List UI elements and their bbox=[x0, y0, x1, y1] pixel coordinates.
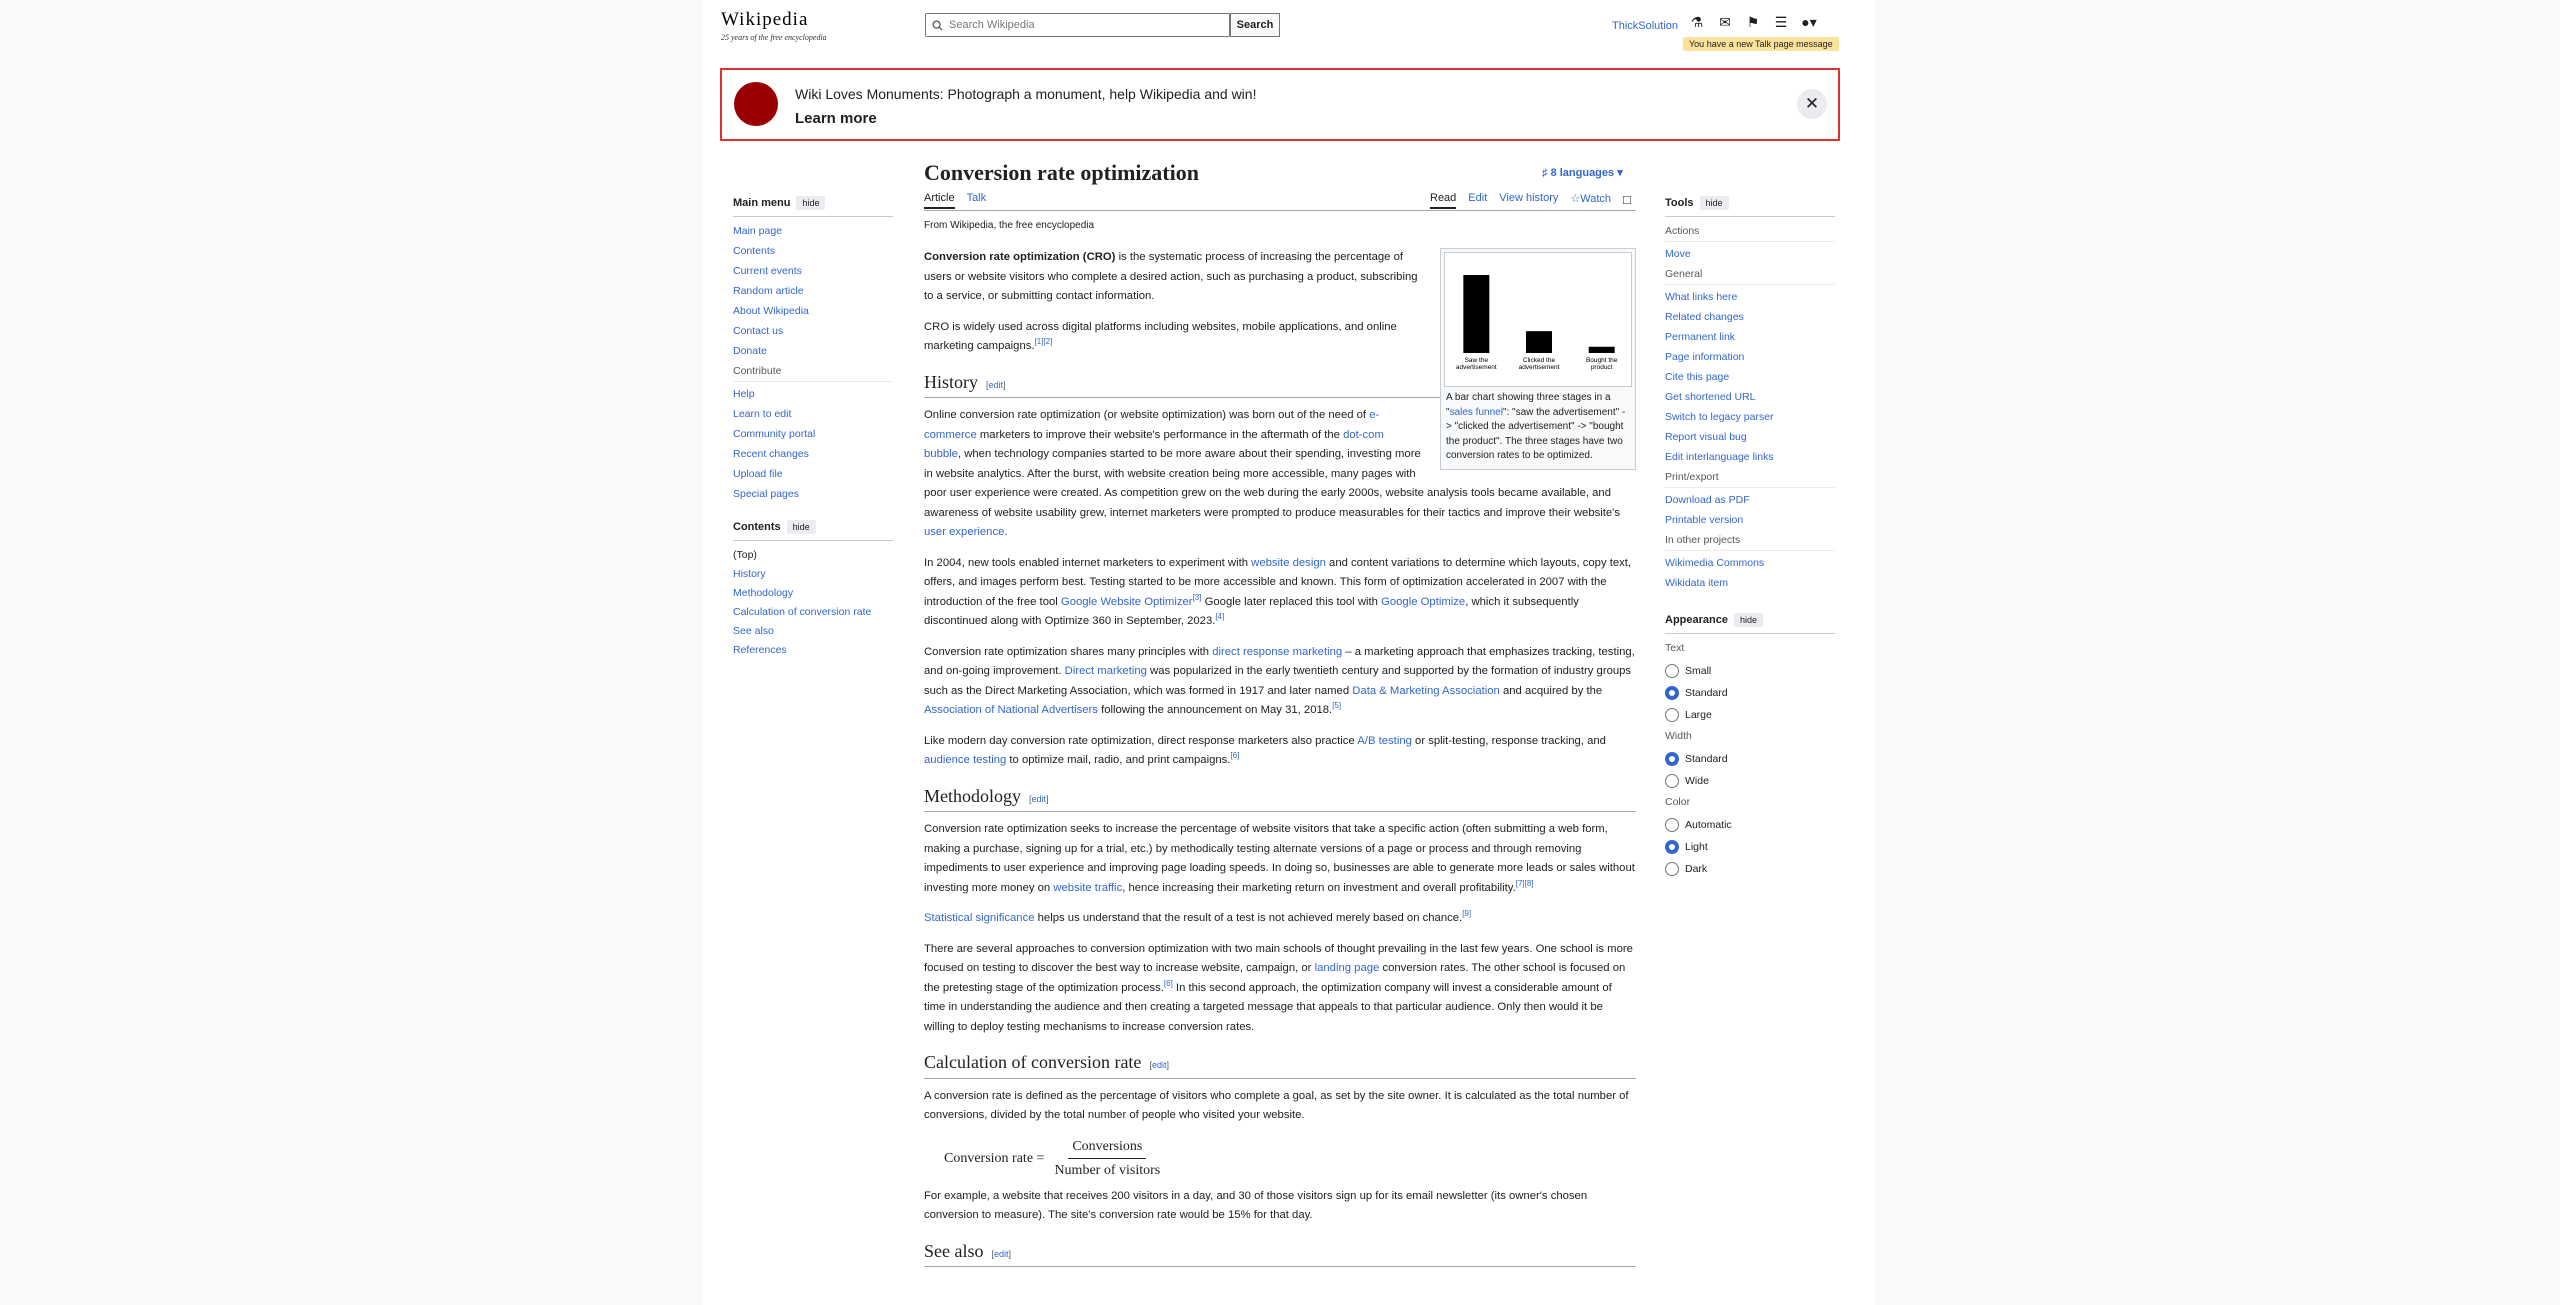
toc-item-calculation-of-conversion-rate[interactable]: Calculation of conversion rate bbox=[733, 606, 872, 618]
figure-thumbnail bbox=[1440, 248, 1636, 470]
paragraph: Online conversion rate optimization (or website optimization) was born out of the need of e-commerce marketers to improve their website's performance in the aftermath of the dot-com bubble, when technology companies started to be more aware about their spending, investing more in website analytics. After the burst, with website creation being more accessible, many pages with poor user experience were created. As competition grew on the web during the early 2000s, website analysis tools became available, and awareness of website usability grew, internet marketers were prompted to produce measurables for their tactics and improve their website's user experience. bbox=[924, 409, 1620, 538]
chart-tick-label: advertisement bbox=[1518, 364, 1560, 371]
star-icon: ☆ bbox=[1570, 193, 1581, 205]
user-link[interactable]: ThickSolution bbox=[1612, 20, 1679, 32]
sidebar-item-help[interactable]: Help bbox=[733, 388, 755, 400]
search-input[interactable] bbox=[949, 19, 1209, 31]
link-direct-marketing[interactable]: Direct marketing bbox=[1064, 665, 1147, 677]
radio-button[interactable] bbox=[1665, 664, 1679, 678]
radio-label: Small bbox=[1685, 665, 1712, 677]
link-statistical-significance[interactable]: Statistical significance bbox=[924, 912, 1035, 924]
text-size-option-small[interactable] bbox=[1665, 664, 1835, 678]
right-sidebar bbox=[1665, 196, 1835, 884]
logo-tagline: 25 years of the free encyclopedia bbox=[721, 33, 827, 42]
translate-icon: ♯ bbox=[1542, 167, 1551, 179]
tool-link-page-information[interactable]: Page information bbox=[1665, 351, 1745, 363]
hide-tools-button[interactable]: hide bbox=[1700, 196, 1729, 210]
tab-edit[interactable]: Edit bbox=[1468, 192, 1488, 204]
figure-caption: A bar chart showing three stages in a "sales funnel": "saw the advertisement" -> "clicked the advertisement" -> "bought the product". The three stages have two conversion rates to be optimized. bbox=[1446, 392, 1626, 461]
user-menu-icon[interactable]: ●▾ bbox=[1801, 14, 1817, 30]
paragraph: In 2004, new tools enabled internet marketers to experiment with website design and content variations to determine which layouts, copy text, offers, and images perform best. Testing started to be more accessible and known. This form of optimization accelerated in 2007 with the introduction of the free tool Google Website Optimizer[3] Google later replaced this tool with Google Optimize, which it subsequently discontinued along with Optimize 360 in September, 2023.[4] bbox=[924, 556, 1632, 627]
tab-read[interactable]: Read bbox=[1430, 192, 1456, 209]
color-option-dark[interactable] bbox=[1665, 862, 1835, 876]
paragraph: Statistical significance helps us understand that the result of a test is not achieved merely based on chance.[9] bbox=[924, 909, 1472, 924]
radio-button[interactable] bbox=[1665, 686, 1679, 700]
radio-button[interactable] bbox=[1665, 774, 1679, 788]
width-label: Width bbox=[1665, 730, 1692, 742]
reference-link[interactable]: [7][8] bbox=[1515, 878, 1534, 888]
link-data-marketing-association[interactable]: Data & Marketing Association bbox=[1352, 684, 1500, 697]
toc-header: Contents hide bbox=[733, 520, 893, 541]
appearance-header: Appearance hide bbox=[1665, 613, 1835, 634]
left-sidebar bbox=[733, 196, 893, 663]
page-title: Conversion rate optimization bbox=[924, 160, 1199, 185]
languages-label: 8 languages bbox=[1550, 167, 1615, 179]
edit-section-link[interactable]: edit bbox=[1151, 1060, 1167, 1070]
section-heading-history: History [edit] bbox=[924, 373, 1636, 399]
search-icon bbox=[932, 20, 943, 31]
tool-link-edit-interlanguage-links[interactable]: Edit interlanguage links bbox=[1665, 451, 1774, 463]
main-menu-header: Main menu hide bbox=[733, 196, 893, 217]
banner-text: Wiki Loves Monuments: Photograph a monument, help Wikipedia and win! bbox=[795, 86, 1257, 102]
radio-button[interactable] bbox=[1665, 818, 1679, 832]
campaign-banner bbox=[720, 68, 1840, 141]
section-heading-calculation: Calculation of conversion rate [edit] bbox=[924, 1053, 1636, 1079]
tab-watch[interactable]: ☆Watch bbox=[1570, 193, 1612, 205]
color-option-light[interactable] bbox=[1665, 840, 1835, 854]
tabs-divider bbox=[924, 210, 1636, 211]
logo-wordmark: Wikipedia bbox=[721, 9, 809, 30]
actions-list bbox=[1665, 248, 1835, 260]
reference-link[interactable]: [4] bbox=[1215, 612, 1225, 622]
link-website-design[interactable]: website design bbox=[1251, 556, 1326, 569]
chart-tick-label: Bought the bbox=[1585, 357, 1618, 364]
link-dot-com-bubble[interactable]: dot-com bubble bbox=[924, 428, 1384, 460]
sidebar-item-community-portal[interactable]: Community portal bbox=[733, 428, 816, 440]
sidebar-item-random-article[interactable]: Random article bbox=[733, 285, 804, 297]
radio-label: Dark bbox=[1685, 863, 1708, 875]
conversion-rate-formula bbox=[944, 1137, 1636, 1181]
reference-link[interactable]: [3] bbox=[1192, 592, 1202, 602]
link-audience-testing[interactable]: audience testing bbox=[924, 754, 1007, 766]
tool-link-cite-this-page[interactable]: Cite this page bbox=[1665, 371, 1730, 383]
hide-main-menu-button[interactable]: hide bbox=[796, 196, 825, 210]
section-heading-methodology: Methodology [edit] bbox=[924, 787, 1636, 813]
languages-button[interactable]: ♯ 8 languages ▾ bbox=[1542, 167, 1623, 179]
formula-numerator: Conversions bbox=[1068, 1137, 1146, 1160]
print-list bbox=[1665, 494, 1835, 526]
other-projects-label: In other projects bbox=[1665, 534, 1835, 551]
wiki-loves-monuments-icon bbox=[734, 82, 778, 126]
tab-article[interactable]: Article bbox=[924, 192, 955, 209]
color-option-automatic[interactable] bbox=[1665, 818, 1835, 832]
tool-link-printable-version[interactable]: Printable version bbox=[1665, 514, 1744, 526]
link-google-optimize[interactable]: Google Optimize bbox=[1381, 595, 1466, 608]
link-google-website-optimizer[interactable]: Google Website Optimizer bbox=[1060, 595, 1193, 608]
radio-button[interactable] bbox=[1665, 840, 1679, 854]
chart-bar-clicked-the-advertisement bbox=[1526, 331, 1552, 353]
paragraph: Conversion rate optimization seeks to increase the percentage of website visitors that take a specific action (often submitting a web form, making a purchase, signing up for a trial, etc.) by methodically testing alternate versions of a page or process and through removing impediments to user experience and improving page loading speeds. In doing so, businesses are able to generate more leads or sales without investing more money on website traffic, hence increasing their marketing return on investment and overall profitability.[7][8] bbox=[924, 823, 1635, 894]
link-direct-response-marketing[interactable]: direct response marketing bbox=[1212, 645, 1343, 658]
radio-label: Light bbox=[1685, 841, 1708, 853]
sidebar-item-contact-us[interactable]: Contact us bbox=[733, 325, 784, 337]
reference-link[interactable]: [1][2] bbox=[1034, 337, 1053, 347]
link-e-commerce[interactable]: e-commerce bbox=[924, 409, 1380, 441]
toc-list bbox=[733, 549, 893, 656]
tool-link-what-links-here[interactable]: What links here bbox=[1665, 291, 1738, 303]
width-options bbox=[1665, 752, 1835, 788]
contribute-label: Contribute bbox=[733, 365, 893, 382]
formula-lhs: Conversion rate = bbox=[944, 1150, 1045, 1166]
chart-tick-label: Clicked the bbox=[1522, 357, 1556, 364]
contribute-list bbox=[733, 388, 893, 500]
projects-list bbox=[1665, 557, 1835, 589]
radio-label: Automatic bbox=[1685, 819, 1732, 831]
sales-funnel-chart[interactable] bbox=[1444, 252, 1632, 387]
tool-link-permanent-link[interactable]: Permanent link bbox=[1665, 331, 1736, 343]
tool-link-move[interactable]: Move bbox=[1665, 248, 1691, 260]
actions-label: Actions bbox=[1665, 225, 1835, 242]
link-ana[interactable]: Association of National Advertisers bbox=[924, 704, 1098, 716]
reference-link[interactable]: [9] bbox=[1462, 909, 1472, 919]
user-tools bbox=[1688, 14, 1818, 30]
radio-label: Standard bbox=[1685, 687, 1728, 699]
chart-tick-label: advertisement bbox=[1455, 364, 1497, 371]
paragraph: A conversion rate is defined as the percentage of visitors who complete a goal, as set by the site owner. It is calculated as the total number of conversions, divided by the total number of people who visited your website. bbox=[924, 1089, 1629, 1121]
tool-link-download-as-pdf[interactable]: Download as PDF bbox=[1665, 494, 1750, 506]
banner-learn-more-link[interactable]: Learn more bbox=[795, 110, 877, 127]
text-size-label: Text bbox=[1665, 642, 1685, 654]
color-options bbox=[1665, 818, 1835, 876]
link-website-traffic[interactable]: website traffic bbox=[1053, 881, 1123, 894]
toc-item-methodology[interactable]: Methodology bbox=[733, 587, 794, 599]
sidebar-item-contents[interactable]: Contents bbox=[733, 245, 776, 257]
tab-view-history[interactable]: View history bbox=[1499, 192, 1559, 204]
sidebar-item-upload-file[interactable]: Upload file bbox=[733, 468, 783, 480]
link-landing-page[interactable]: landing page bbox=[1314, 962, 1380, 974]
width-option-standard[interactable] bbox=[1665, 752, 1835, 766]
caption-link-sales-funnel[interactable]: sales funnel bbox=[1449, 406, 1503, 418]
tool-link-report-visual-bug[interactable]: Report visual bug bbox=[1665, 431, 1747, 443]
sidebar-item-special-pages[interactable]: Special pages bbox=[733, 488, 799, 500]
tool-link-related-changes[interactable]: Related changes bbox=[1665, 311, 1744, 323]
reference-link[interactable]: [6] bbox=[1163, 978, 1173, 988]
formula-fraction bbox=[1050, 1137, 1164, 1181]
namespace-tabs bbox=[924, 192, 986, 209]
reference-link[interactable]: [6] bbox=[1230, 751, 1240, 761]
tools-header: Tools hide bbox=[1665, 196, 1835, 217]
tool-link-wikidata-item[interactable]: Wikidata item bbox=[1665, 577, 1729, 589]
print-export-label: Print/export bbox=[1665, 471, 1835, 488]
radio-button[interactable] bbox=[1665, 708, 1679, 722]
chart-bar-saw-the-advertisement bbox=[1463, 275, 1489, 353]
tab-talk[interactable]: Talk bbox=[966, 192, 987, 204]
hide-toc-button[interactable]: hide bbox=[787, 520, 816, 534]
toc-item-top[interactable]: (Top) bbox=[733, 549, 757, 561]
notices-icon[interactable]: ✉ bbox=[1719, 14, 1731, 30]
toc-item-references[interactable]: References bbox=[733, 644, 787, 656]
edit-section-link[interactable]: edit bbox=[1031, 793, 1047, 804]
main-menu-list bbox=[733, 225, 893, 357]
sidebar-item-current-events[interactable]: Current events bbox=[733, 265, 802, 277]
general-label: General bbox=[1665, 268, 1835, 285]
general-list bbox=[1665, 291, 1835, 463]
wikipedia-logo[interactable] bbox=[721, 9, 841, 43]
tool-link-get-shortened-url[interactable]: Get shortened URL bbox=[1665, 391, 1756, 403]
radio-button[interactable] bbox=[1665, 752, 1679, 766]
sidebar-item-main-page[interactable]: Main page bbox=[733, 225, 783, 237]
view-tabs bbox=[1430, 192, 1631, 209]
edit-section-link[interactable]: edit bbox=[988, 379, 1004, 390]
radio-label: Standard bbox=[1685, 753, 1728, 765]
paragraph: Conversion rate optimization shares many principles with direct response marketing – a marketing approach that emphasizes tracking, testing, and on-going improvement. Direct marketing was popularized in the early twentieth century and supported by the formation of industry groups such as the Direct Marketing Association, which was formed in 1917 and later named Data & Marketing Association and acquired by the Association of National Advertisers following the announcement on May 31, 2018.[5] bbox=[924, 645, 1635, 716]
bookmark-icon[interactable]: □ bbox=[1623, 192, 1631, 207]
watchlist-icon[interactable]: ⚑ bbox=[1746, 14, 1760, 30]
edit-section-link[interactable]: edit bbox=[994, 1248, 1009, 1259]
color-label: Color bbox=[1665, 796, 1691, 808]
sidebar-item-donate[interactable]: Donate bbox=[733, 345, 767, 357]
talk-message-badge[interactable]: You have a new Talk page message bbox=[1683, 37, 1839, 51]
alerts-icon[interactable]: ⚗ bbox=[1690, 14, 1704, 30]
paragraph: CRO is widely used across digital platforms including websites, mobile applications, and online marketing campaigns.[1][2] bbox=[924, 320, 1397, 352]
search-button[interactable]: Search bbox=[1230, 13, 1280, 37]
sidebar-item-learn-to-edit[interactable]: Learn to edit bbox=[733, 408, 792, 420]
bar-chart bbox=[1445, 253, 1633, 386]
paragraph: For example, a website that receives 200 visitors in a day, and 30 of those visitors sign up for its email newsletter (its owner's chosen conversion to measure). The site's conversion rate would be 15% for that day. bbox=[924, 1189, 1588, 1221]
toc-item-history[interactable]: History bbox=[733, 568, 766, 580]
paragraph: There are several approaches to conversion optimization with two main schools of thought prevailing in the last few years. One school is more focused on testing to discover the best way to increase website, campaign, or landing page conversion rates. The other school is focused on the pretesting stage of the optimization process.[6] In this second approach, the optimization company will invest a considerable amount of time in understanding the audience and then creating a targeted message that appeals to that particular audience. Only then would it be willing to deploy testing mechanisms to increase conversion rates. bbox=[924, 942, 1633, 1033]
sidebar-item-about-wikipedia[interactable]: About Wikipedia bbox=[733, 305, 809, 317]
formula-denominator: Number of visitors bbox=[1054, 1163, 1161, 1178]
reference-link[interactable]: [5] bbox=[1332, 701, 1342, 711]
sidebar-item-recent-changes[interactable]: Recent changes bbox=[733, 448, 809, 460]
radio-label: Wide bbox=[1685, 775, 1709, 787]
intro-paragraph: Conversion rate optimization (CRO) is the systematic process of increasing the percentage of users or website visitors who complete a desired action, such as purchasing a product, subscribing to a service, or submitting contact information. bbox=[924, 251, 1418, 302]
contributions-icon[interactable]: ☰ bbox=[1774, 14, 1788, 30]
section-heading-see-also: See also [edit] bbox=[924, 1242, 1636, 1268]
chart-tick-label: product bbox=[1590, 364, 1613, 371]
toc-item-see-also[interactable]: See also bbox=[733, 625, 774, 637]
close-icon[interactable]: ✕ bbox=[1797, 89, 1827, 119]
chart-bar-bought-the-product bbox=[1589, 347, 1615, 353]
text-size-option-large[interactable] bbox=[1665, 708, 1835, 722]
site-subtitle: From Wikipedia, the free encyclopedia bbox=[924, 220, 1095, 231]
link-user-experience[interactable]: user experience bbox=[924, 526, 1005, 538]
chart-tick-label: Saw the bbox=[1464, 357, 1489, 364]
radio-button[interactable] bbox=[1665, 862, 1679, 876]
hide-appearance-button[interactable]: hide bbox=[1734, 613, 1763, 627]
tool-link-switch-to-legacy-parser[interactable]: Switch to legacy parser bbox=[1665, 411, 1774, 423]
article-content bbox=[924, 248, 1636, 1275]
search-box[interactable] bbox=[925, 13, 1230, 37]
tool-link-wikimedia-commons[interactable]: Wikimedia Commons bbox=[1665, 557, 1765, 569]
width-option-wide[interactable] bbox=[1665, 774, 1835, 788]
link-ab-testing[interactable]: A/B testing bbox=[1357, 734, 1412, 747]
text-size-option-standard[interactable] bbox=[1665, 686, 1835, 700]
radio-label: Large bbox=[1685, 709, 1712, 721]
text-size-options bbox=[1665, 664, 1835, 722]
paragraph: Like modern day conversion rate optimization, direct response marketers also practice A/B testing or split-testing, response tracking, and audience testing to optimize mail, radio, and print campaigns.[6] bbox=[924, 734, 1606, 766]
